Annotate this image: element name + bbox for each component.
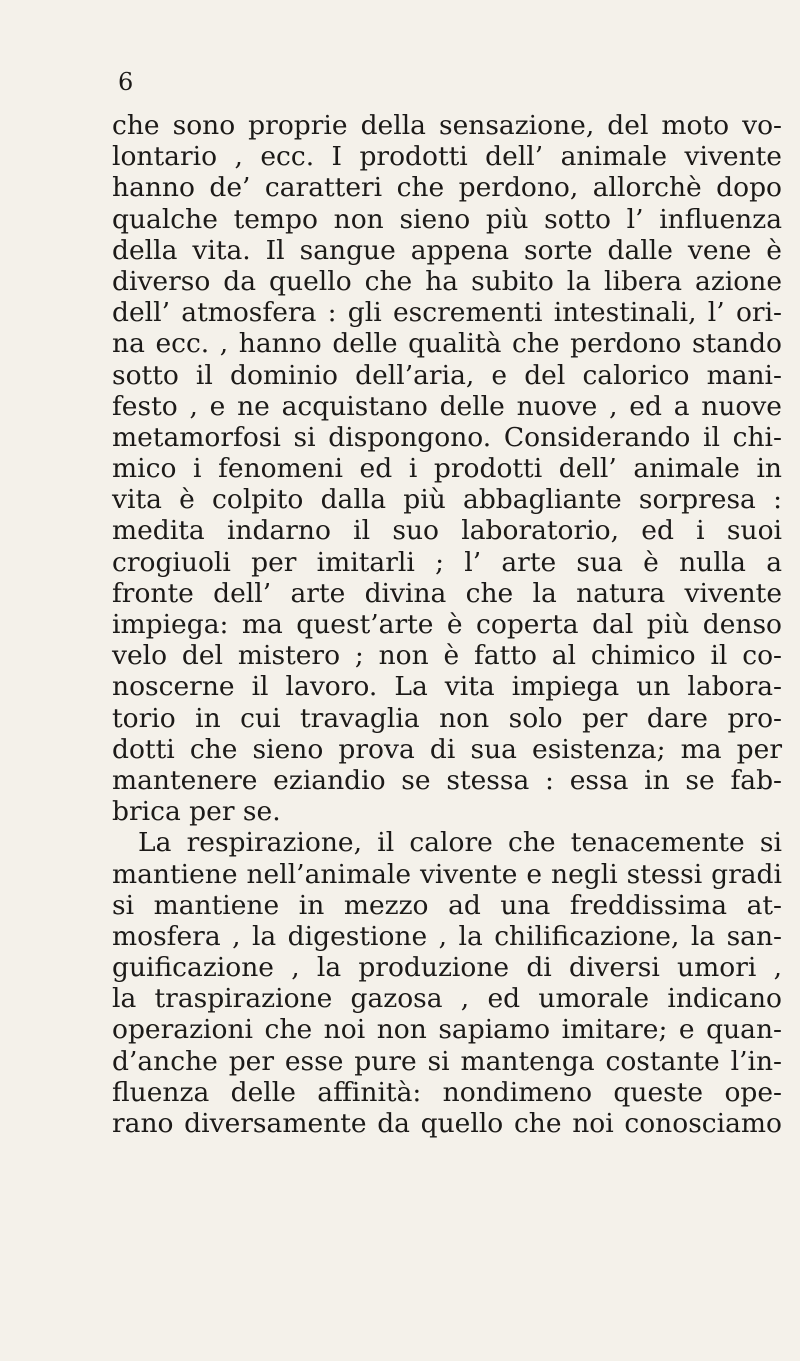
text-line: festo , e ne acquistano delle nuove , ed a nuove <box>112 390 782 422</box>
body-text <box>112 110 782 1139</box>
text-line: vita è colpito dalla più abbagliante sorpresa : <box>112 484 782 516</box>
text-line: na ecc. , hanno delle qualità che perdono stando <box>112 328 782 360</box>
text-line: impiega: ma quest’arte è coperta dal più denso <box>112 609 782 640</box>
text-line: mico i fenomeni ed i prodotti dell’ animale in <box>112 453 782 485</box>
paragraph-start-line: La respirazione, il calore che tenacemente si <box>138 827 782 859</box>
text-line: che sono proprie della sensazione, del moto vo- <box>112 110 782 141</box>
text-line: velo del mistero ; non è fatto al chimico il co- <box>112 640 782 672</box>
text-line: rano diversamente da quello che noi conosciamo <box>112 1108 782 1139</box>
text-line: la traspirazione gazosa , ed umorale indicano <box>112 983 782 1015</box>
text-line: mantenere eziandio se stessa : essa in se fab- <box>112 764 782 796</box>
text-line: metamorfosi si dispongono. Considerando il chi- <box>112 421 782 453</box>
text-line: crogiuoli per imitarli ; l’ arte sua è nulla a <box>112 546 782 578</box>
text-line: mantiene nell’animale vivente e negli stessi gradi <box>112 858 782 890</box>
text-line: medita indarno il suo laboratorio, ed i suoi <box>112 515 782 547</box>
text-line: lontario , ecc. I prodotti dell’ animale vivente <box>112 141 782 173</box>
text-line: qualche tempo non sieno più sotto l’ influenza <box>112 203 782 235</box>
text-line: fluenza delle affinità: nondimeno queste ope- <box>112 1076 782 1108</box>
text-line: si mantiene in mezzo ad una freddissima at- <box>112 889 782 921</box>
text-line: dell’ atmosfera : gli escrementi intestinali, l’ ori- <box>112 297 782 329</box>
paragraph-end-line: brica per se. <box>112 796 281 828</box>
text-line: mosfera , la digestione , la chilificazione, la san- <box>112 920 782 952</box>
text-line: hanno de’ caratteri che perdono, allorchè dopo <box>112 172 782 204</box>
text-line: guificazione , la produzione di diversi umori , <box>112 952 782 984</box>
page-number: 6 <box>118 68 134 96</box>
text-line: dotti che sieno prova di sua esistenza; ma per <box>112 733 782 765</box>
text-line: noscerne il lavoro. La vita impiega un labora- <box>112 671 782 703</box>
text-line: della vita. Il sangue appena sorte dalle vene è <box>112 234 782 266</box>
text-line: operazioni che noi non sapiamo imitare; e quan- <box>112 1014 782 1046</box>
text-line: torio in cui travaglia non solo per dare pro- <box>112 702 782 734</box>
text-line: d’anche per esse pure si mantenga costante l’in- <box>112 1045 782 1077</box>
text-line: sotto il dominio dell’aria, e del calorico mani- <box>112 359 782 391</box>
text-line: diverso da quello che ha subito la libera azione <box>112 265 782 297</box>
text-line: fronte dell’ arte divina che la natura vivente <box>112 577 782 609</box>
